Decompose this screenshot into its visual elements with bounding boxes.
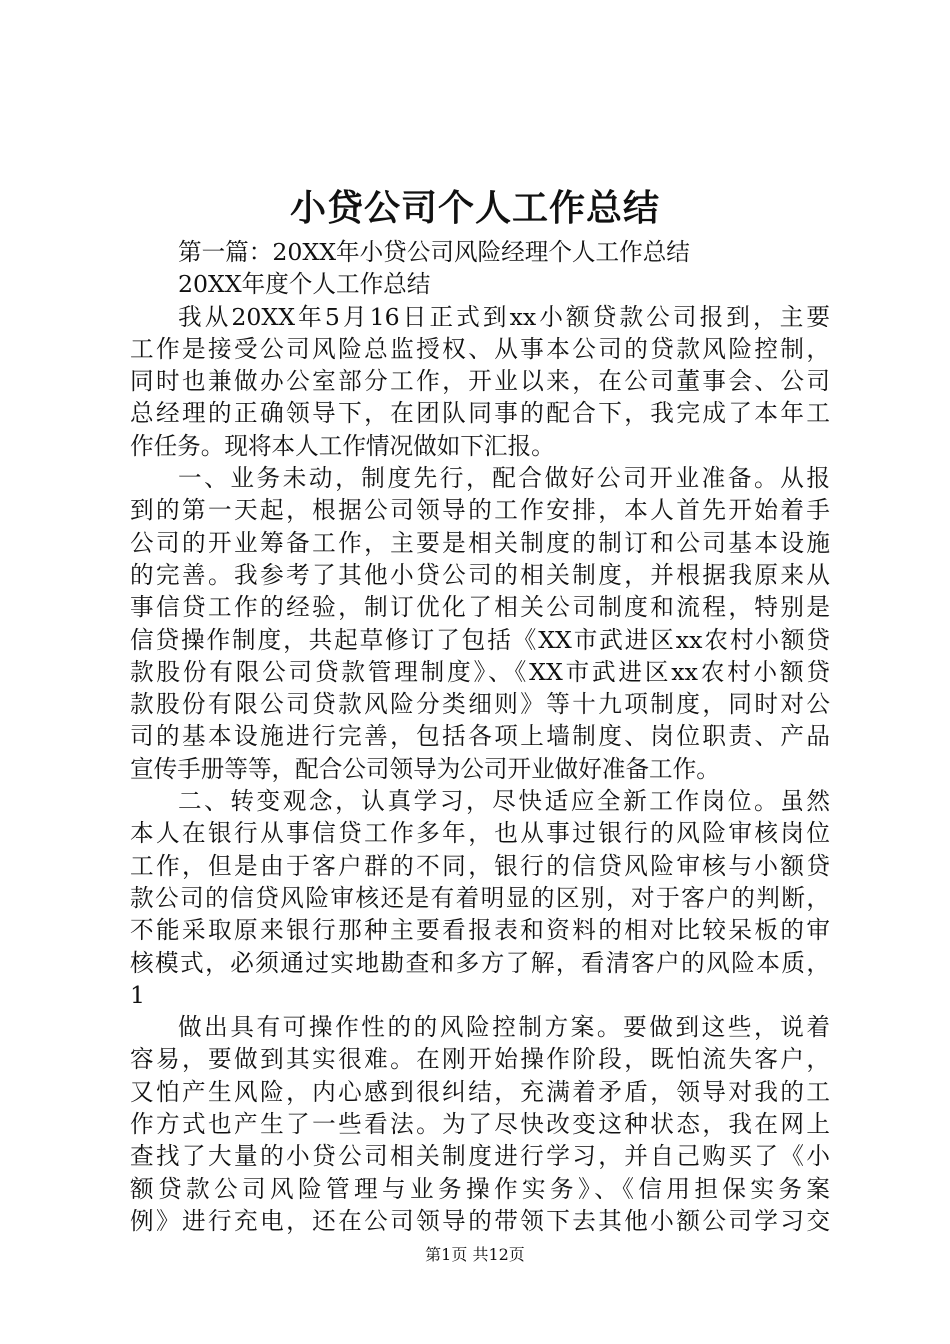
text-line: 做出具有可操作性的的风险控制方案。要做到这些，说着 (178, 1013, 830, 1042)
text-line: 工作是接受公司风险总监授权、从事本公司的贷款风险控制， (130, 334, 830, 363)
text-line: 核模式，必须通过实地勘查和多方了解，看清客户的风险本质， (130, 948, 830, 977)
text-line: 一、业务未动，制度先行，配合做好公司开业准备。从报 (178, 464, 830, 493)
text-line: 20XX年度个人工作总结 (178, 270, 431, 299)
text-line: 1 (130, 980, 146, 1009)
text-line: 的完善。我参考了其他小贷公司的相关制度，并根据我原来从 (130, 560, 830, 589)
text-line: 二、转变观念，认真学习，尽快适应全新工作岗位。虽然 (178, 787, 830, 816)
text-line: 事信贷工作的经验，制订优化了相关公司制度和流程，特别是 (130, 593, 830, 622)
text-line: 公司的开业筹备工作，主要是相关制度的制订和公司基本设施 (130, 528, 830, 557)
text-line: 查找了大量的小贷公司相关制度进行学习，并自己购买了《小 (130, 1142, 830, 1171)
text-line: 到的第一天起，根据公司领导的工作安排，本人首先开始着手 (130, 496, 830, 525)
text-line: 我从20XX年5月16日正式到xx小额贷款公司报到，主要 (178, 302, 830, 331)
text-line: 作方式也产生了一些看法。为了尽快改变这种状态，我在网上 (130, 1110, 830, 1139)
text-line: 信贷操作制度，共起草修订了包括《XX市武进区xx农村小额贷 (130, 625, 830, 654)
text-line: 例》进行充电，还在公司领导的带领下去其他小额公司学习交 (130, 1206, 830, 1235)
text-line: 款股份有限公司贷款风险分类细则》等十九项制度，同时对公 (130, 690, 830, 719)
text-line: 同时也兼做办公室部分工作，开业以来，在公司董事会、公司 (130, 367, 830, 396)
text-line: 又怕产生风险，内心感到很纠结，充满着矛盾，领导对我的工 (130, 1077, 830, 1106)
text-line: 本人在银行从事信贷工作多年，也从事过银行的风险审核岗位 (130, 819, 830, 848)
text-line: 第一篇：20XX年小贷公司风险经理个人工作总结 (178, 238, 690, 266)
text-line: 不能采取原来银行那种主要看报表和资料的相对比较呆板的审 (130, 916, 830, 945)
text-line: 总经理的正确领导下，在团队同事的配合下，我完成了本年工 (130, 399, 830, 428)
text-line: 工作，但是由于客户群的不同，银行的信贷风险审核与小额贷 (130, 851, 830, 880)
text-line: 额贷款公司风险管理与业务操作实务》、《信用担保实务案 (130, 1174, 830, 1203)
text-line: 作任务。现将本人工作情况做如下汇报。 (130, 431, 555, 460)
text-line: 款公司的信贷风险审核还是有着明显的区别，对于客户的判断， (130, 883, 830, 912)
page-footer: 第1页 共12页 (425, 1245, 525, 1264)
text-line: 宣传手册等等，配合公司领导为公司开业做好准备工作。 (130, 754, 720, 783)
text-line: 款股份有限公司贷款管理制度》、《XX市武进区xx农村小额贷 (130, 657, 830, 686)
document-body (130, 236, 830, 1237)
document-title: 小贷公司个人工作总结 (289, 187, 660, 229)
text-line: 司的基本设施进行完善，包括各项上墙制度、岗位职责、产品 (130, 722, 830, 751)
text-line: 容易，要做到其实很难。在刚开始操作阶段，既怕流失客户， (130, 1045, 830, 1074)
